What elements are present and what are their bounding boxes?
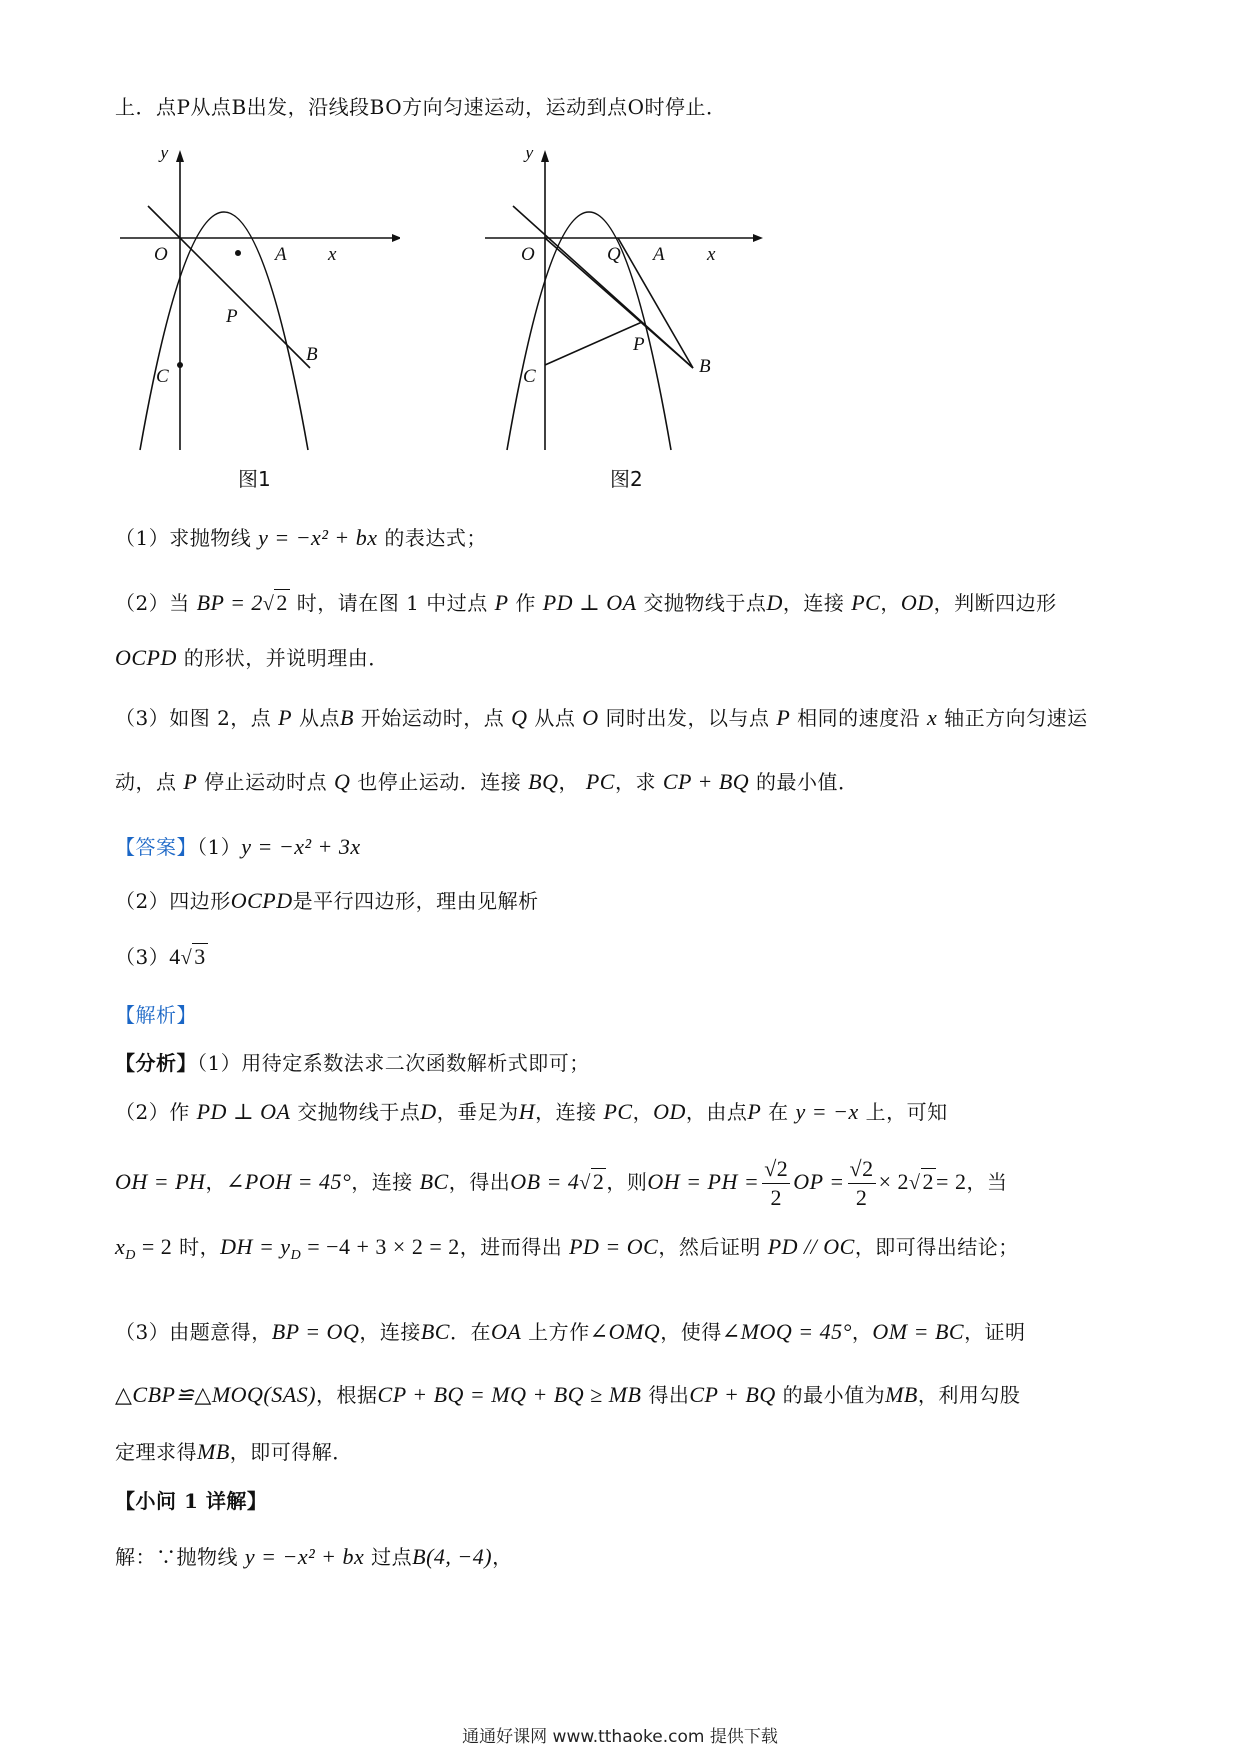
analysis-line-6: △CBP≌△MOQ(SAS)，根据CP + BQ = MQ + BQ ≥ MB 得出CP + BQ 的最小值为MB，利用勾股 xyxy=(115,1382,1021,1407)
x-axis-arrow-icon xyxy=(753,234,763,242)
fraction: $\frac{√2}{2}$ xyxy=(849,1156,874,1210)
point-c xyxy=(177,362,183,368)
analysis-line-5: （3）由题意得，BP = OQ，连接BC．在OA 上方作∠OMQ，使得∠MOQ = 45°，OM = BC，证明 xyxy=(115,1319,1026,1344)
fig2-label-o: O xyxy=(521,244,535,265)
fig1-label-p: P xyxy=(226,306,238,327)
math-parabola: y = −x² + bx xyxy=(258,525,378,550)
fig1-label-c: C xyxy=(156,366,169,387)
fig2-label-x: x xyxy=(707,244,716,265)
sqrt-2: √2 xyxy=(262,590,288,615)
analysis-tag: 【解析】 xyxy=(115,1003,197,1027)
intro-text: 上．点P从点B出发，沿线段BO方向匀速运动，运动到点O时停止． xyxy=(115,95,727,119)
question-1: （1）求抛物线 y = −x² + bx 的表达式； xyxy=(115,525,487,550)
figure-2 xyxy=(485,150,765,460)
fig2-label-a: A xyxy=(653,244,665,265)
y-axis-arrow-icon xyxy=(176,150,184,162)
intro-line xyxy=(115,92,727,122)
detail-line-1: 解：∵抛物线 y = −x² + bx 过点B(4, −4)， xyxy=(115,1544,513,1569)
fig1-label-b: B xyxy=(306,344,318,365)
fig2-label-y: y xyxy=(525,150,534,163)
analysis-line-7: 定理求得MB，即可得解． xyxy=(115,1439,353,1464)
point-p xyxy=(235,250,241,256)
answer-2: （2）四边形OCPD是平行四边形，理由见解析 xyxy=(115,888,539,913)
figure-1 xyxy=(120,150,400,460)
question-2-cont: OCPD 的形状，并说明理由． xyxy=(115,645,389,670)
fig2-label-b: B xyxy=(699,356,711,377)
question-2: （2）当 BP = 2√2 时，请在图 1 中过点 P 作 PD ⊥ OA 交抛物线于点D，连接 PC，OD，判断四边形 xyxy=(115,590,1057,615)
fig1-label-x: x xyxy=(328,244,337,265)
analysis-line-4: $x_D = 2$ 时，DH = $y_D = -4 + 3 \times 2 = 2$，进而得出 PD = OC，然后证明 PD // OC，即可得出结论； xyxy=(115,1234,1019,1263)
x-axis-arrow-icon xyxy=(392,234,400,242)
answer-1: 【答案】（1）y = −x² + 3x xyxy=(115,834,361,859)
fraction: $\frac{√2}{2}$ xyxy=(764,1156,789,1210)
fig1-label-o: O xyxy=(154,244,168,265)
y-axis-arrow-icon xyxy=(541,150,549,162)
analysis-line-1: 【分析】（1）用待定系数法求二次函数解析式即可； xyxy=(115,1051,590,1075)
fig2-label-p: P xyxy=(633,334,645,355)
analysis-line-3: OH = PH，∠POH = 45°，连接 BC，得出OB = 4√2 ，则OH = PH = $\frac{√2}{2}$ OP = $\frac{√2}{2}$ × 2√2= 2，当 xyxy=(115,1156,1008,1210)
fig2-label-c: C xyxy=(523,366,536,387)
answer-tag: 【答案】 xyxy=(115,835,197,859)
fig1-label-a: A xyxy=(275,244,287,265)
line-cp xyxy=(545,322,642,365)
question-3-cont: 动，点 P 停止运动时点 Q 也停止运动．连接 BQ， PC，求 CP + BQ 的最小值． xyxy=(115,769,859,794)
figure-2-caption: 图2 xyxy=(610,467,643,491)
line-ob xyxy=(148,206,310,368)
answer-3: （3）4√3 xyxy=(115,944,206,969)
figure-1-caption: 图1 xyxy=(238,467,271,491)
detail-tag-line: 【小问 1 详解】 xyxy=(115,1489,268,1513)
question-3: （3）如图 2，点 P 从点B 开始运动时，点 Q 从点 O 同时出发，以与点 P 相同的速度沿 x 轴正方向匀速运 xyxy=(115,705,1088,730)
fig1-label-y: y xyxy=(160,150,169,163)
page-footer: 通通好课网 www.tthaoke.com 提供下载 xyxy=(462,1727,778,1747)
analysis-line-2: （2）作 PD ⊥ OA 交抛物线于点D，垂足为H，连接 PC，OD，由点P 在 y = −x 上，可知 xyxy=(115,1099,948,1124)
fig2-label-q: Q xyxy=(607,244,621,265)
